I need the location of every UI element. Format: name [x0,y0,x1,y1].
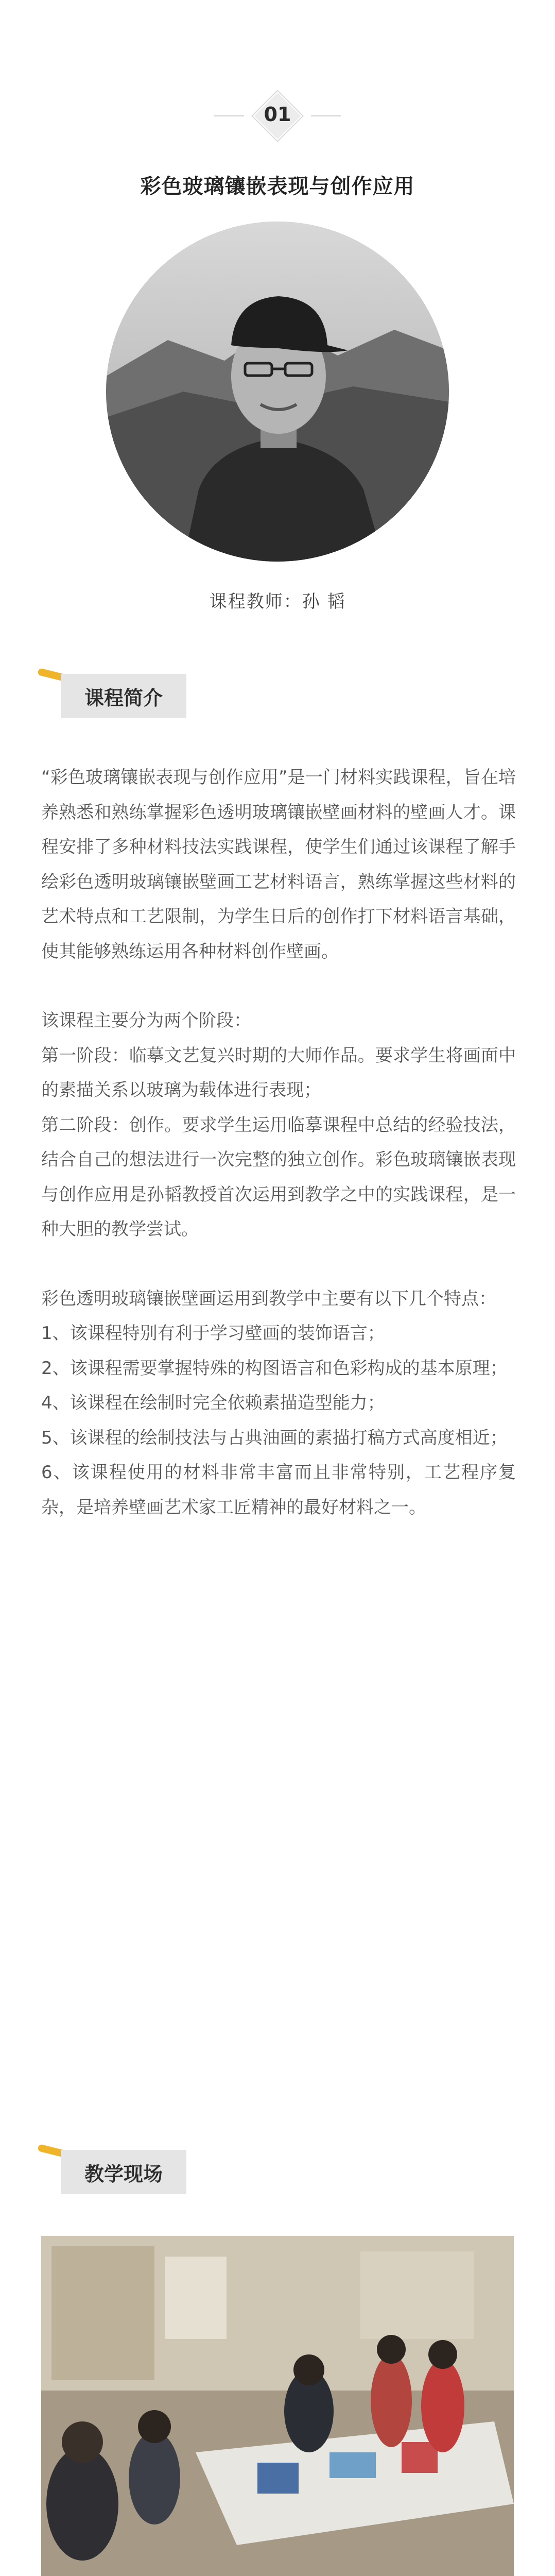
paragraph: 第二阶段：创作。要求学生运用临摹课程中总结的经验技法，结合自己的想法进行一次完整的独立创作。彩色玻璃镶嵌表现与创作应用是孙韬教授首次运用到教学之中的实践课程，是一种大胆的教学尝试。 [41,1114,516,1240]
list-item: 4、该课程在绘制时完全依赖素描造型能力； [41,1393,385,1413]
paragraph: 第一阶段：临摹文艺复兴时期的大师作品。要求学生将画面中的素描关系以玻璃为载体进行表现； [41,1045,516,1100]
teacher-portrait-image [106,222,449,562]
section-header-intro [38,665,244,716]
paragraph: “彩色玻璃镶嵌表现与创作应用”是一门材料实践课程，旨在培养熟悉和熟练掌握彩色透明玻璃镶嵌壁画材料的壁画人才。课程安排了多种材料技法实践课程，使学生们通过该课程了解手绘彩色透明玻璃镶嵌壁画工艺材料语言，熟练掌握这些材料的艺术特点和工艺限制，为学生日后的创作打下材料语言基础，使其能够熟练运用各种材料创作壁画。 [41,767,516,962]
list-item: 2、该课程需要掌握特殊的构图语言和色彩构成的基本原理； [41,1358,508,1379]
teacher-portrait [106,222,449,562]
header-rule-right [311,115,341,116]
intro-text [41,760,516,1525]
section-number: 01 [264,103,291,126]
classroom-photo [41,2236,514,2576]
list-item: 6、该课程使用的材料非常丰富而且非常特别，工艺程序复杂，是培养壁画艺术家工匠精神的最好材料之一。 [41,1462,516,1518]
list-item: 5、该课程的绘制技法与古典油画的素描打稿方式高度相近； [41,1427,508,1448]
section-number-badge [244,82,311,149]
header-rule-left [214,115,244,116]
paragraph: 该课程主要分为两个阶段： [41,1010,251,1031]
page-title: 彩色玻璃镶嵌表现与创作应用 [140,175,415,198]
paragraph: 彩色透明玻璃镶嵌壁画运用到教学中主要有以下几个特点： [41,1288,496,1309]
teacher-caption: 课程教师：孙 韬 [209,591,346,612]
section-label: 课程简介 [61,674,186,718]
section-label: 教学现场 [61,2150,186,2194]
list-item: 1、该课程特别有利于学习壁画的装饰语言； [41,1323,385,1344]
section-header-scene [38,2141,244,2192]
